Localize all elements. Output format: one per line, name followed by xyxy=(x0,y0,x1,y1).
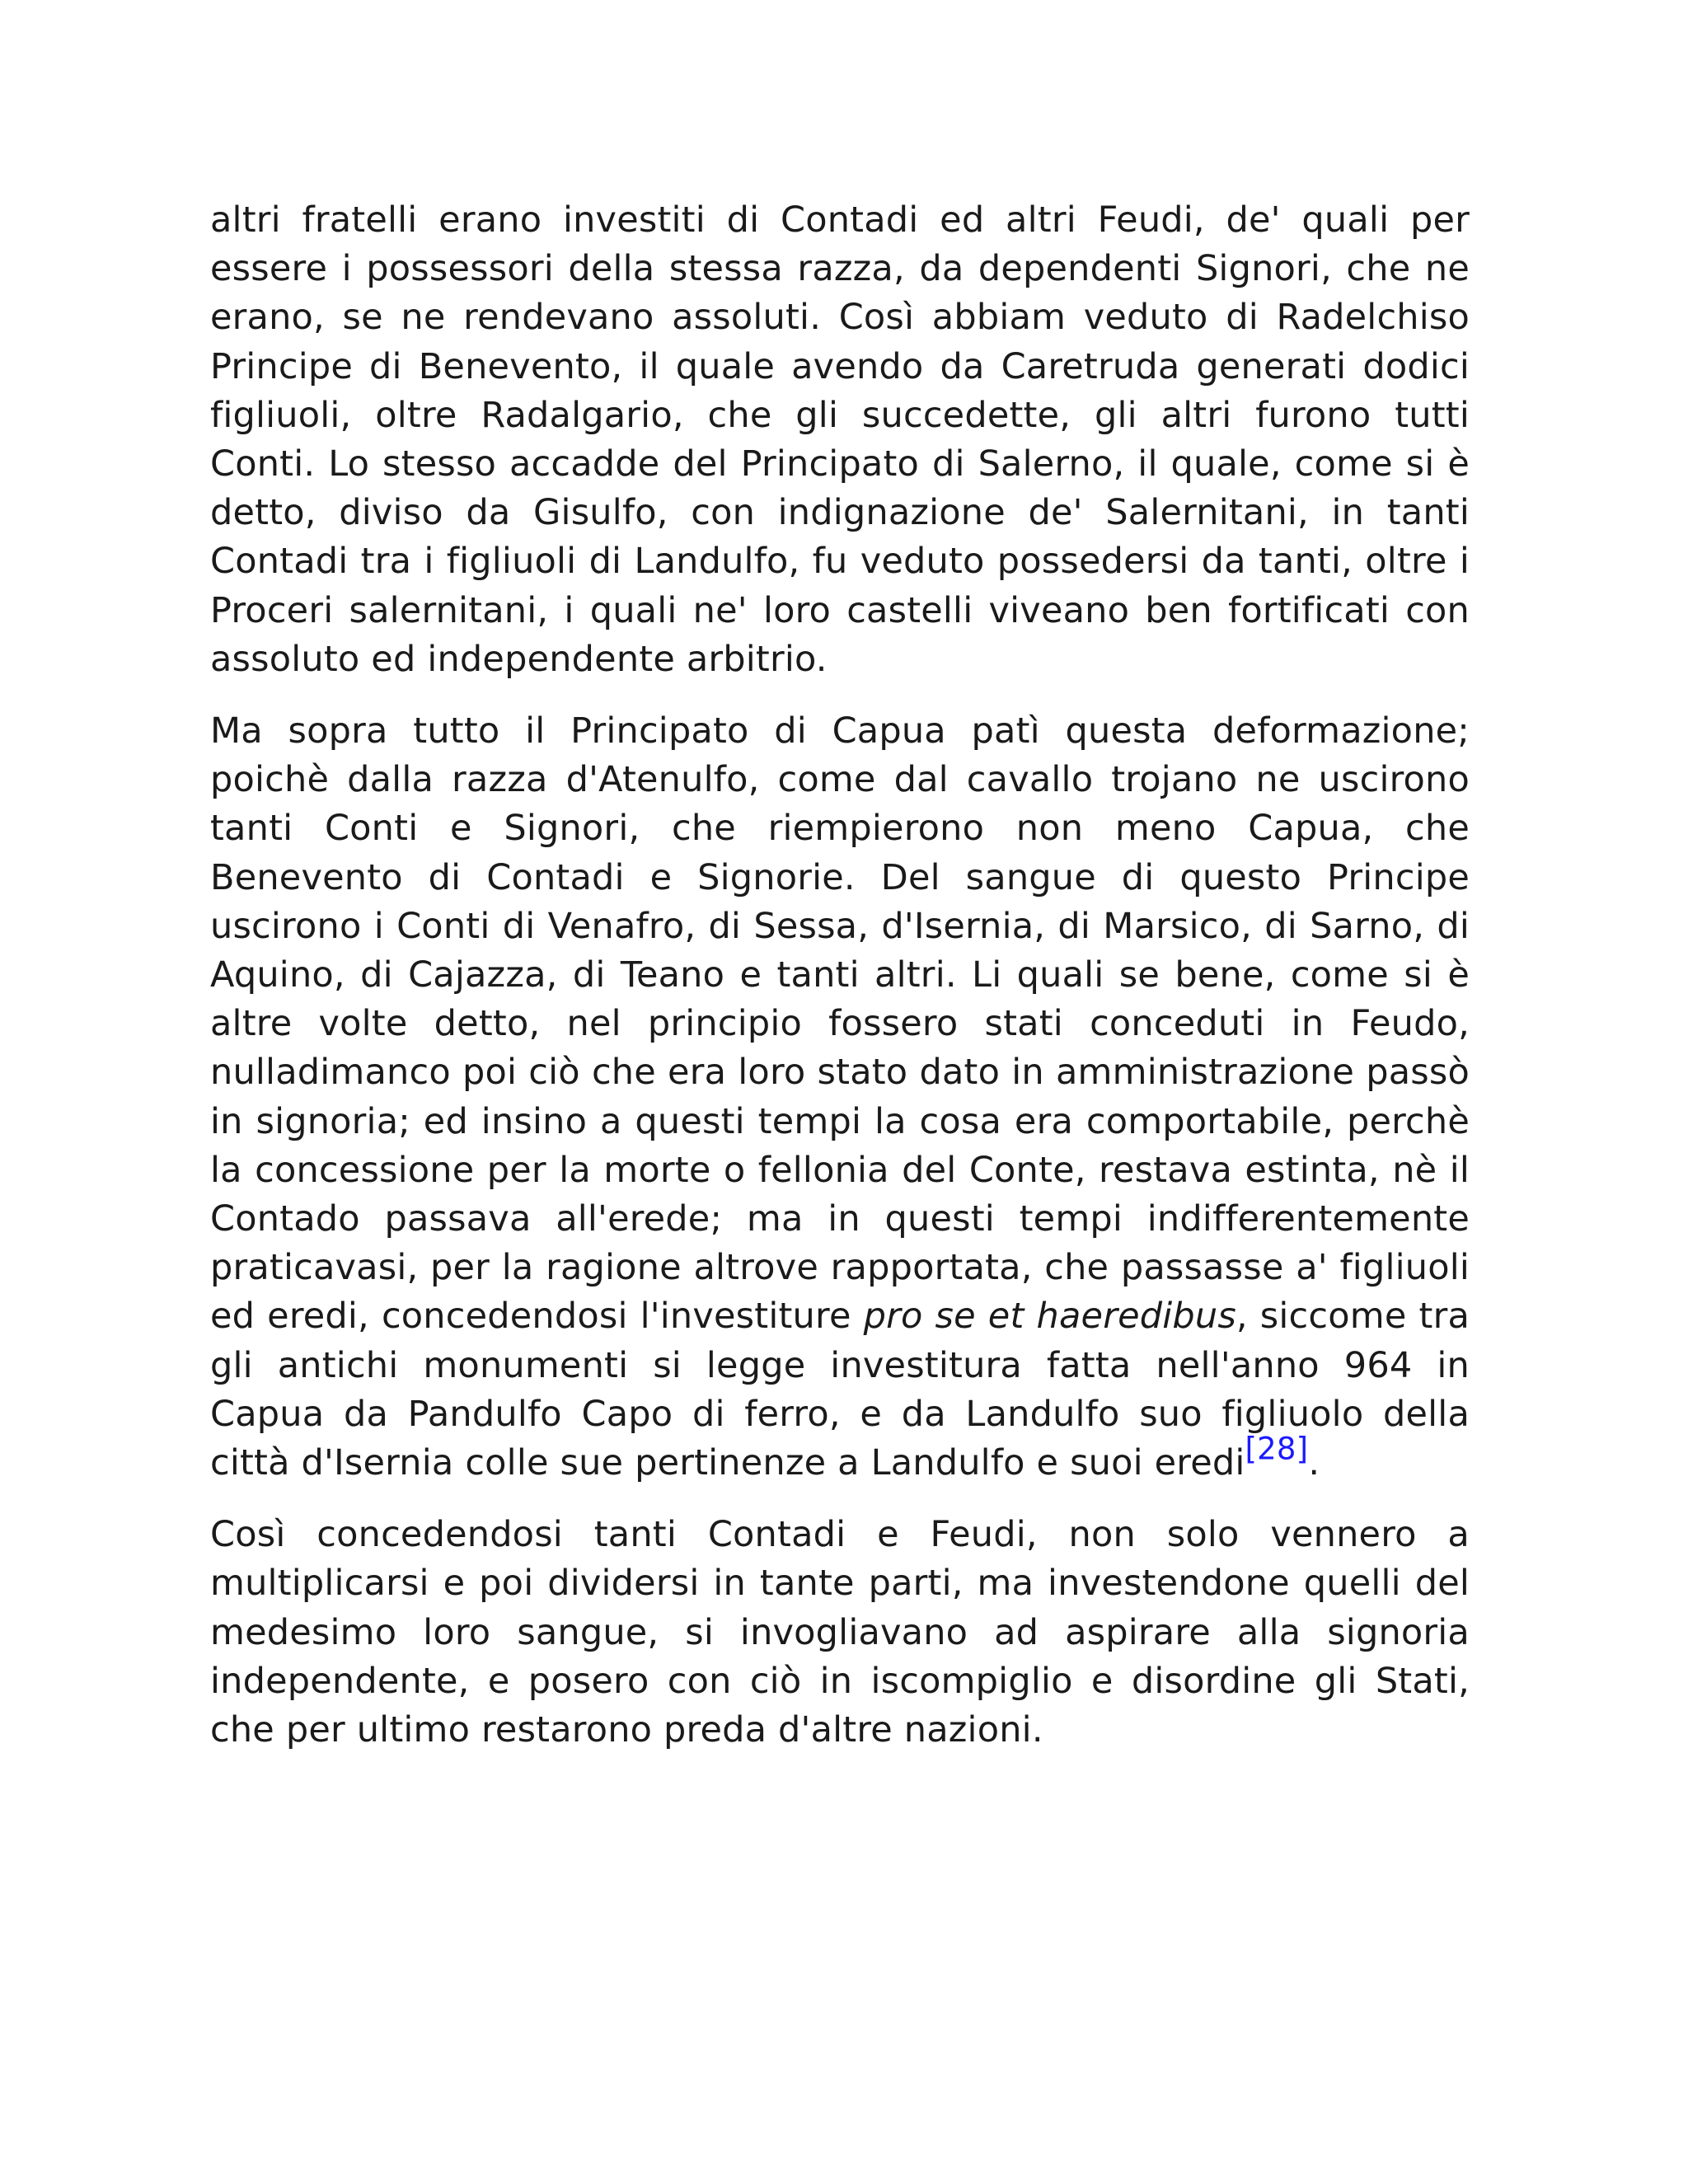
paragraph-2 xyxy=(210,707,1470,1488)
footnote-link-28[interactable]: [28] xyxy=(1245,1431,1309,1467)
paragraph-3 xyxy=(210,1511,1470,1755)
page-body xyxy=(210,196,1470,1778)
paragraph-2-italic-phrase: pro se et haeredibus xyxy=(863,1296,1236,1338)
paragraph-2-text-a: Ma sopra tutto il Principato di Capua patì questa deformazione; poichè dalla razza d'Atenulfo, come dal cavallo trojano ne uscirono tanti Conti e Signori, che riempierono non meno Capua, che Benevento di Contadi e Signorie. Del sangue di questo Principe uscirono i Conti di Venafro, di Sessa, d'Isernia, di Marsico, di Sarno, di Aquino, di Cajazza, di Teano e tanti altri. Li quali se bene, come si è altre volte detto, nel principio fossero stati conceduti in Feudo, nulladimanco poi ciò che era loro stato dato in amministrazione passò in signoria; ed insino a questi tempi la cosa era comportabile, perchè la concessione per la morte o fellonia del Conte, restava estinta, nè il Contado passava all'erede; ma in questi tempi indifferentemente praticavasi, per la ragione altrove rapportata, che passasse a' figliuoli ed eredi, concedendosi l'investiture xyxy=(210,710,1470,1338)
paragraph-1 xyxy=(210,196,1470,684)
paragraph-2-text-b: , siccome tra gli antichi monumenti si legge investitura fatta nell'anno 964 in Capua da Pandulfo Capo di ferro, e da Landulfo suo figliuolo della città d'Isernia colle sue pertinenze a Landulfo e suoi eredi xyxy=(210,1296,1470,1484)
paragraph-1-text: altri fratelli erano investiti di Contadi ed altri Feudi, de' quali per essere i possessori della stessa razza, da dependenti Signori, che ne erano, se ne rendevano assoluti. Così abbiam veduto di Radelchiso Principe di Benevento, il quale avendo da Caretruda generati dodici figliuoli, oltre Radalgario, che gli succedette, gli altri furono tutti Conti. Lo stesso accadde del Principato di Salerno, il quale, come si è detto, diviso da Gisulfo, con indignazione de' Salernitani, in tanti Contadi tra i figliuoli di Landulfo, fu veduto possedersi da tanti, oltre i Proceri salernitani, i quali ne' loro castelli viveano ben fortificati con assoluto ed independente arbitrio. xyxy=(210,199,1470,680)
paragraph-3-text: Così concedendosi tanti Contadi e Feudi, non solo vennero a multiplicarsi e poi dividersi in tante parti, ma investendone quelli del medesimo loro sangue, si invogliavano ad aspirare alla signoria independente, e posero con ciò in iscompiglio e disordine gli Stati, che per ultimo restarono preda d'altre nazioni. xyxy=(210,1514,1470,1751)
paragraph-2-text-end: . xyxy=(1308,1442,1320,1484)
